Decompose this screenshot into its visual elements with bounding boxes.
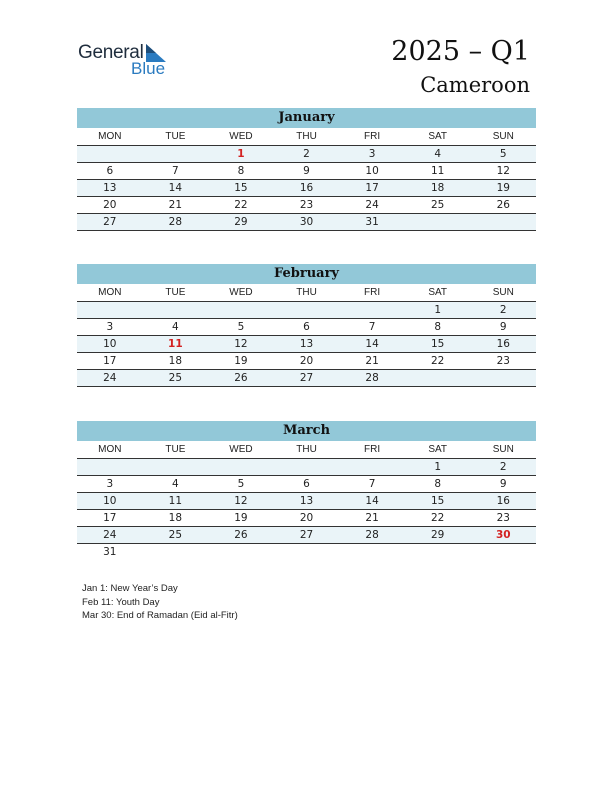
day-cell (143, 544, 209, 560)
week-row (77, 163, 536, 180)
logo-general-text: General (78, 42, 144, 63)
weekday-label: SUN (492, 287, 514, 298)
month-title: January (77, 108, 536, 128)
day-cell (405, 544, 471, 560)
day-cell: 23 (299, 199, 314, 211)
day-cell: 6 (303, 321, 310, 333)
day-cell: 10 (365, 165, 379, 177)
day-cell: 11 (430, 165, 445, 177)
day-cell: 31 (365, 216, 379, 228)
day-cell (208, 459, 274, 475)
day-cell: 19 (234, 512, 248, 524)
day-cell: 7 (172, 165, 179, 177)
weekday-label: WED (229, 131, 253, 142)
day-cell: 25 (430, 199, 445, 211)
day-cell: 13 (103, 182, 117, 194)
day-cell (274, 302, 340, 318)
month-block (77, 264, 536, 387)
weekday-label: FRI (364, 287, 381, 298)
generalblue-logo (78, 40, 178, 80)
weekday-label: TUE (165, 444, 186, 455)
day-cell: 22 (430, 512, 445, 524)
weekday-label: MON (98, 131, 122, 142)
day-cell: 6 (106, 165, 114, 177)
day-cell: 11 (168, 495, 183, 507)
day-cell (470, 370, 536, 386)
day-cell: 14 (365, 495, 379, 507)
weekday-label: SAT (428, 444, 448, 455)
day-cell: 10 (103, 338, 117, 350)
day-cell (339, 302, 405, 318)
day-cell: 2 (303, 148, 310, 160)
day-cell: 30 (299, 216, 314, 228)
day-cell (470, 214, 536, 230)
day-cell (208, 544, 274, 560)
week-row (77, 319, 536, 336)
day-cell: 26 (496, 199, 510, 211)
month-title: February (77, 264, 536, 284)
logo-blue-text: Blue (131, 59, 166, 78)
weekday-label: MON (98, 444, 122, 455)
day-cell: 25 (168, 372, 183, 384)
day-cell: 5 (499, 148, 507, 160)
day-cell: 16 (299, 182, 314, 194)
day-cell: 20 (299, 355, 314, 367)
day-cell: 12 (234, 495, 248, 507)
weekday-label: SAT (428, 131, 448, 142)
day-cell (339, 459, 405, 475)
day-cell (405, 370, 471, 386)
day-cell: 8 (237, 165, 245, 177)
day-cell: 18 (430, 182, 445, 194)
week-row (77, 197, 536, 214)
day-cell: 20 (299, 512, 314, 524)
day-cell: 29 (430, 529, 445, 541)
weekday-header-row (77, 441, 536, 459)
week-row (77, 214, 536, 231)
day-cell: 24 (103, 529, 117, 541)
page-title: 2025 – Q1 (391, 36, 530, 67)
day-cell: 13 (299, 338, 314, 350)
day-cell (77, 302, 143, 318)
day-cell (405, 214, 471, 230)
week-row (77, 527, 536, 544)
day-cell (143, 459, 209, 475)
day-cell: 9 (499, 478, 507, 490)
day-cell: 21 (365, 355, 379, 367)
holiday-notes (82, 582, 238, 623)
day-cell: 2 (499, 304, 507, 316)
day-cell: 23 (496, 512, 510, 524)
day-cell: 3 (368, 148, 376, 160)
day-cell (339, 544, 405, 560)
day-cell: 25 (168, 529, 183, 541)
weekday-label: THU (296, 444, 317, 455)
weekday-label: TUE (165, 131, 186, 142)
day-cell: 27 (299, 529, 314, 541)
day-cell: 2 (499, 461, 507, 473)
day-cell: 14 (365, 338, 379, 350)
holiday-note: Jan 1: New Year’s Day (82, 583, 178, 594)
day-cell: 26 (234, 529, 248, 541)
week-row (77, 180, 536, 197)
day-cell: 13 (299, 495, 314, 507)
week-row (77, 459, 536, 476)
day-cell: 26 (234, 372, 248, 384)
week-row (77, 510, 536, 527)
day-cell: 4 (434, 148, 442, 160)
weekday-label: SUN (492, 444, 514, 455)
day-cell: 12 (234, 338, 248, 350)
day-cell: 4 (172, 321, 179, 333)
day-cell: 5 (237, 321, 245, 333)
day-cell: 29 (234, 216, 248, 228)
day-cell: 4 (172, 478, 179, 490)
weekday-label: SUN (492, 131, 514, 142)
day-cell (470, 544, 536, 560)
week-row (77, 544, 536, 560)
weekday-label: THU (296, 131, 317, 142)
day-cell: 20 (103, 199, 117, 211)
day-cell (77, 146, 143, 162)
week-row (77, 336, 536, 353)
day-cell: 27 (103, 216, 117, 228)
month-block (77, 421, 536, 560)
week-row (77, 353, 536, 370)
day-cell: 16 (496, 495, 510, 507)
weekday-label: FRI (364, 131, 381, 142)
day-cell: 17 (103, 512, 117, 524)
week-row (77, 493, 536, 510)
day-cell: 15 (234, 182, 248, 194)
day-cell: 28 (365, 529, 379, 541)
weekday-header-row (77, 284, 536, 302)
day-cell: 12 (496, 165, 510, 177)
holiday-note: Mar 30: End of Ramadan (Eid al-Fitr) (82, 610, 238, 621)
month-title: March (77, 421, 536, 441)
holiday-day-cell: 1 (237, 148, 245, 160)
day-cell: 6 (303, 478, 310, 490)
day-cell: 22 (234, 199, 248, 211)
holiday-day-cell: 30 (495, 529, 511, 541)
day-cell: 14 (168, 182, 183, 194)
day-cell: 8 (434, 478, 442, 490)
day-cell: 7 (368, 478, 376, 490)
day-cell: 27 (299, 372, 314, 384)
day-cell: 28 (365, 372, 379, 384)
day-cell: 1 (434, 304, 442, 316)
holiday-day-cell: 11 (168, 338, 183, 350)
day-cell: 3 (106, 321, 114, 333)
day-cell: 16 (496, 338, 510, 350)
day-cell: 19 (496, 182, 510, 194)
day-cell (274, 459, 340, 475)
day-cell: 9 (499, 321, 507, 333)
day-cell: 18 (168, 355, 183, 367)
day-cell: 5 (237, 478, 245, 490)
day-cell: 10 (103, 495, 117, 507)
day-cell: 18 (168, 512, 183, 524)
month-block (77, 108, 536, 231)
day-cell: 9 (303, 165, 310, 177)
weekday-label: THU (296, 287, 317, 298)
day-cell (143, 146, 209, 162)
day-cell: 23 (496, 355, 510, 367)
day-cell: 15 (430, 338, 445, 350)
day-cell: 7 (368, 321, 376, 333)
day-cell: 3 (106, 478, 114, 490)
day-cell: 22 (430, 355, 445, 367)
weekday-label: TUE (165, 287, 186, 298)
day-cell (274, 544, 340, 560)
holiday-note: Feb 11: Youth Day (82, 596, 160, 608)
day-cell: 28 (168, 216, 183, 228)
week-row (77, 302, 536, 319)
day-cell: 31 (103, 546, 117, 558)
day-cell: 1 (434, 461, 442, 473)
day-cell (77, 459, 143, 475)
weekday-label: MON (98, 287, 122, 298)
weekday-label: WED (229, 287, 253, 298)
weekday-header-row (77, 128, 536, 146)
day-cell: 17 (365, 182, 379, 194)
country-name: Cameroon (420, 73, 530, 97)
week-row (77, 370, 536, 387)
weekday-label: WED (229, 444, 253, 455)
week-row (77, 146, 536, 163)
day-cell: 21 (365, 512, 379, 524)
day-cell: 8 (434, 321, 442, 333)
day-cell: 21 (168, 199, 183, 211)
day-cell (208, 302, 274, 318)
day-cell: 15 (430, 495, 445, 507)
weekday-label: FRI (364, 444, 381, 455)
day-cell: 24 (103, 372, 117, 384)
week-row (77, 476, 536, 493)
day-cell (143, 302, 209, 318)
day-cell: 17 (103, 355, 117, 367)
day-cell: 19 (234, 355, 248, 367)
day-cell: 24 (365, 199, 379, 211)
weekday-label: SAT (428, 287, 448, 298)
